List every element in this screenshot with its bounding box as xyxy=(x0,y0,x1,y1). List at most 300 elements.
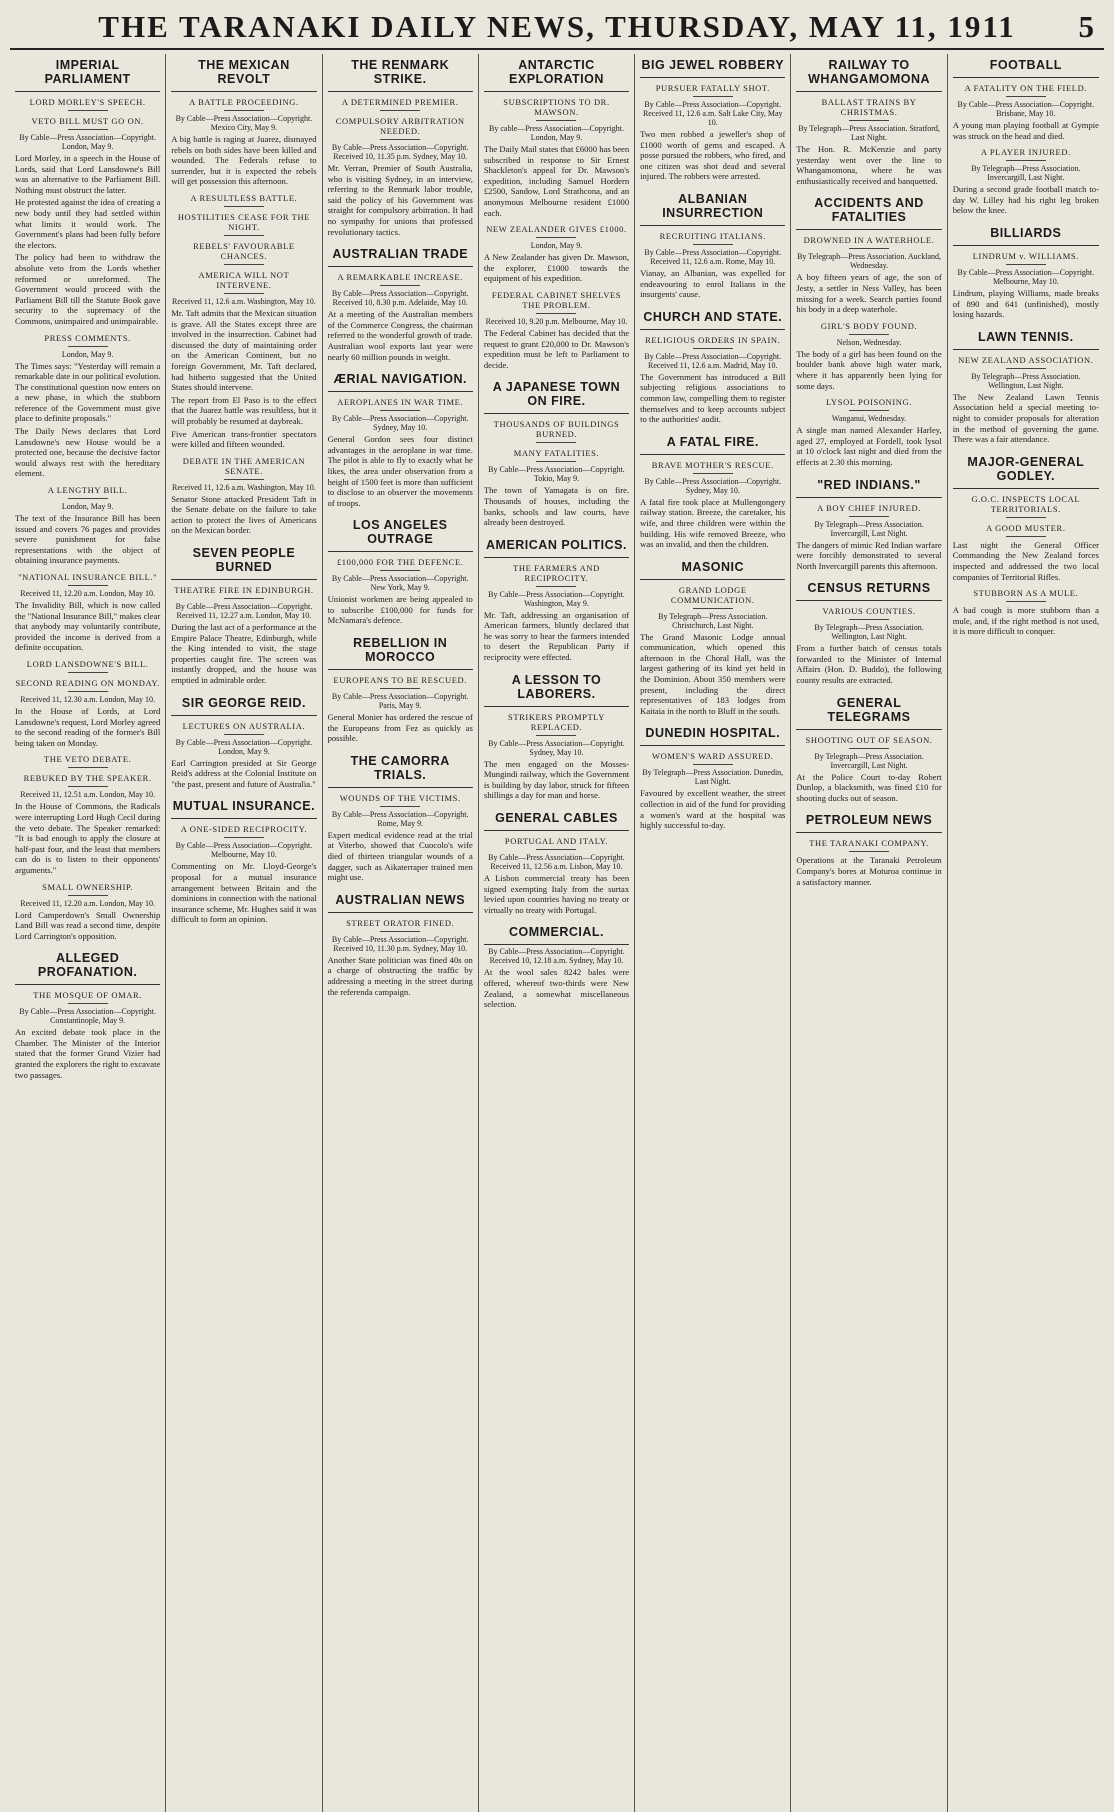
divider xyxy=(536,442,576,443)
article-subhead: PURSUER FATALLY SHOT. xyxy=(655,83,770,93)
article xyxy=(15,947,160,1080)
article-dateline: By Cable—Press Association—Copyright. Received 10, 11.30 p.m. Sydney, May 10. xyxy=(331,934,469,953)
article-dateline: By Telegraph—Press Association. Wellington, Last Night. xyxy=(814,623,924,642)
article-dateline: By Cable—Press Association—Copyright. Brisbane, May 10. xyxy=(957,100,1095,118)
divider xyxy=(849,248,889,249)
article xyxy=(15,754,160,875)
article-subhead: GIRL'S BODY FOUND. xyxy=(820,320,918,331)
article xyxy=(796,809,941,887)
article-subhead: GRAND LODGE COMMUNICATION. xyxy=(670,584,755,605)
page-number: 5 xyxy=(1078,9,1096,44)
divider xyxy=(68,346,108,347)
article xyxy=(171,795,316,925)
article xyxy=(328,514,473,626)
article-paragraph: The men engaged on the Mosses-Mungindi railway, which the Government is building by day labor, struck for fifteen shillings a day for man and horse. xyxy=(483,758,630,801)
article-subhead: DEBATE IN THE AMERICAN SENATE. xyxy=(182,455,306,476)
article-headline: REBELLION IN MOROCCO xyxy=(328,632,473,670)
article-headline: CHURCH AND STATE. xyxy=(640,306,785,330)
divider xyxy=(68,498,108,499)
article-dateline: By Cable—Press Association—Copyright. Washington, May 9. xyxy=(488,589,625,608)
article-subhead: COMPULSORY ARBITRATION NEEDED. xyxy=(335,116,465,136)
article-headline: ANTARCTIC EXPLORATION xyxy=(484,54,629,92)
article xyxy=(796,397,941,467)
article xyxy=(328,54,473,237)
article xyxy=(484,807,629,915)
masthead xyxy=(10,8,1104,50)
article-subhead: REBELS' FAVOURABLE CHANCES. xyxy=(193,240,295,261)
article xyxy=(328,632,473,744)
article-subhead: A FATALITY ON THE FIELD. xyxy=(964,83,1088,93)
article-subhead: DROWNED IN A WATERHOLE. xyxy=(803,235,935,246)
article-paragraph: Mr. Taft admits that the Mexican situation is grave. All the States except three are involved in the insurrection. Cabinet had discussed the duty of maintaining order on the American Continent, but no foreign Government, Mr. Taft declared, had hitherto suggested that the United States should intervene. xyxy=(171,307,317,393)
article xyxy=(171,456,316,536)
article-subhead: VARIOUS COUNTIES. xyxy=(822,606,916,617)
article-subhead: THEATRE FIRE IN EDINBURGH. xyxy=(174,585,314,596)
article-paragraph: The report from El Paso is to the effect that the Juarez battle was resultless, but it will probably be resumed at daybreak. xyxy=(171,394,317,426)
article-paragraph: Mr. Verran, Premier of South Australia, who is visiting Sydney, in an interview, referring to the Renmark labor trouble, said the policy of his Government was straight for compulsory arbitration. It had no sympathy for unions that professed revolutionary tactics. xyxy=(327,163,473,237)
article-subhead: SUBSCRIPTIONS TO DR. MAWSON. xyxy=(503,97,610,117)
article-dateline: By Cable—Press Association—Copyright. Tokio, May 9. xyxy=(488,465,625,484)
divider xyxy=(224,598,264,599)
article-subhead: A LENGTHY BILL. xyxy=(47,485,128,496)
divider xyxy=(693,764,733,765)
article-paragraph: A young man playing football at Gympie was struck on the head and died. xyxy=(952,120,1099,141)
divider xyxy=(849,334,889,335)
article xyxy=(640,431,785,550)
article-headline: "RED INDIANS." xyxy=(796,474,941,498)
article-headline: LOS ANGELES OUTRAGE xyxy=(328,514,473,552)
article xyxy=(953,326,1099,445)
article-headline: FOOTBALL xyxy=(953,54,1099,78)
article xyxy=(796,192,941,314)
article-dateline: London, May 9. xyxy=(61,502,114,512)
article-paragraph: Senator Stone attacked President Taft in the Senate debate on the failure to take action to protect the lives of Americans on the Mexican border. xyxy=(171,493,317,536)
article-paragraph: At the wool sales 8242 bales were offered, whereof two-thirds were New Zealand, a somewhat miscellaneous selection. xyxy=(483,967,630,1010)
divider xyxy=(1006,368,1046,369)
column-2 xyxy=(166,54,322,1812)
article-dateline: By Cable—Press Association—Copyright. Sydney, May 10. xyxy=(488,738,625,757)
divider xyxy=(536,237,576,238)
divider xyxy=(224,293,264,294)
article xyxy=(15,659,160,748)
article-headline: THE CAMORRA TRIALS. xyxy=(328,750,473,788)
columns-container xyxy=(10,54,1104,1812)
article-subhead: SECOND READING ON MONDAY. xyxy=(15,677,160,688)
article-subhead: THOUSANDS OF BUILDINGS BURNED. xyxy=(493,419,620,440)
divider xyxy=(1006,536,1046,537)
article-subhead: A BOY CHIEF INJURED. xyxy=(817,502,921,513)
article-paragraph: Operations at the Taranaki Petroleum Company's bores at Moturoa continue in a satisfactory manner. xyxy=(796,855,942,887)
article xyxy=(484,669,629,801)
divider xyxy=(224,837,264,838)
article-subhead: REBUKED BY THE SPEAKER. xyxy=(23,773,152,784)
article-subhead: VETO BILL MUST GO ON. xyxy=(31,116,144,126)
article-dateline: By Telegraph—Press Association. Invercargill, Last Night. xyxy=(814,751,924,770)
article-dateline: By Cable—Press Association—Copyright. Mexico City, May 9. xyxy=(175,114,313,132)
article-headline: CENSUS RETURNS xyxy=(796,577,941,601)
article-subhead: A RESULTLESS BATTLE. xyxy=(190,192,298,203)
article-dateline: By cable—Press Association—Copyright. London, May 9. xyxy=(489,124,624,142)
divider xyxy=(693,244,733,245)
article xyxy=(640,722,785,830)
article-subhead: STUBBORN AS A MULE. xyxy=(973,588,1079,599)
article-subhead: A BATTLE PROCEEDING. xyxy=(189,97,299,107)
article-headline: COMMERCIAL. xyxy=(484,921,629,945)
article-paragraph: In the House of Commons, the Radicals were interrupting Lord Hugh Cecil during the veto debate. The Speaker remarked: "It is bad enough to apply the closure at half-past four, and the least that members can do is to listen to their opponents' arguments." xyxy=(15,801,161,875)
divider xyxy=(68,895,108,896)
divider xyxy=(380,410,420,411)
article-subhead: BRAVE MOTHER'S RESCUE. xyxy=(651,459,774,470)
article-paragraph: Earl Carrington presided at Sir George Reid's address at the Colonial Institute on "the past, present and future of Australia." xyxy=(171,757,317,789)
article xyxy=(15,882,160,942)
article-paragraph: Lord Morley, in a speech in the House of Lords, said that Lord Lansdowne's Bill was an alternative to the Parliament Bill. Nothing must obstruct the latter. xyxy=(15,153,161,195)
article-subhead: AMERICA WILL NOT INTERVENE. xyxy=(198,269,290,290)
divider xyxy=(380,931,420,932)
article-paragraph: The body of a girl has been found on the boulder bank above high water mark, where it has apparently been lying for some days. xyxy=(796,348,942,391)
article-subhead: HOSTILITIES CEASE FOR THE NIGHT. xyxy=(177,211,311,232)
article xyxy=(953,588,1099,637)
article xyxy=(328,368,473,508)
article-paragraph: A bad cough is more stubborn than a mule, and, if the right method is not used, it is more difficult to conquer. xyxy=(952,605,1099,637)
article xyxy=(484,54,629,218)
column-3 xyxy=(323,54,479,1812)
divider xyxy=(536,461,576,462)
article-headline: GENERAL TELEGRAMS xyxy=(796,692,941,730)
article-paragraph: The Hon. R. McKenzie and party yesterday went over the line to Whangamomona, where he was enthusiastically received and banquetted. xyxy=(796,144,942,186)
article-dateline: By Cable—Press Association—Copyright. Melbourne, May 10. xyxy=(957,267,1095,286)
article-subhead: £100,000 FOR THE DEFENCE. xyxy=(336,557,464,568)
divider xyxy=(849,516,889,517)
article-paragraph: Vianay, an Albanian, was expelled for endeavouring to enrol Italians in the insurgents' cause. xyxy=(640,267,786,300)
article-headline: THE RENMARK STRIKE. xyxy=(328,54,473,92)
article-paragraph: Unionist workmen are being appealed to to subscribe £100,000 for funds for McNamara's defence. xyxy=(327,594,473,626)
article-subhead: THE TARANAKI COMPANY. xyxy=(809,838,929,849)
divider xyxy=(68,1003,108,1004)
article-dateline: By Cable—Press Association—Copyright. Melbourne, May 10. xyxy=(175,841,313,860)
article-subhead: WOUNDS OF THE VICTIMS. xyxy=(339,792,461,803)
article-dateline: London, May 9. xyxy=(61,349,114,359)
divider xyxy=(693,608,733,609)
article-paragraph: A single man named Alexander Harley, aged 27, employed at Fordell, took lysol at 10 o'clock last night and died from the effects at 2.30 this morning. xyxy=(796,425,942,467)
divider xyxy=(536,849,576,850)
article-dateline: By Cable—Press Association—Copyright. Sydney, May 10. xyxy=(331,414,469,433)
column-5 xyxy=(635,54,791,1812)
article-paragraph: At the Police Court to-day Robert Dunlop, a blacksmith, was fined £10 for shooting ducks out of season. xyxy=(796,771,942,803)
column-1 xyxy=(10,54,166,1812)
divider xyxy=(380,806,420,807)
article-subhead: MANY FATALITIES. xyxy=(513,448,600,459)
divider xyxy=(849,120,889,121)
article-headline: AUSTRALIAN NEWS xyxy=(328,889,473,913)
article-headline: RAILWAY TO WHANGAMOMONA xyxy=(796,54,941,92)
article-headline: DUNEDIN HOSPITAL. xyxy=(640,722,785,746)
article-headline: MUTUAL INSURANCE. xyxy=(171,795,316,819)
article-paragraph: General Monier has ordered the rescue of the Europeans from Fez as quickly as possible. xyxy=(327,712,473,744)
article xyxy=(796,577,941,685)
article-headline: BIG JEWEL ROBBERY xyxy=(640,54,785,78)
divider xyxy=(1006,160,1046,161)
divider xyxy=(536,313,576,314)
article-dateline: By Cable—Press Association—Copyright. Received 11, 12.6 a.m. Salt Lake City, May 10. xyxy=(642,100,783,127)
article-paragraph: Expert medical evidence read at the trial at Viterbo, showed that Cuocolo's wife died of thirteen triangular wounds of a dagger, such as Aikaterraper trained men might use. xyxy=(327,829,473,883)
article-subhead: NEW ZEALAND ASSOCIATION. xyxy=(958,354,1094,365)
article-dateline: By Telegraph—Press Association. Invercargill, Last Night. xyxy=(814,519,924,538)
divider xyxy=(68,672,108,673)
article-paragraph: Five American trans-frontier spectators were killed and fifteen wounded. xyxy=(171,428,317,450)
article xyxy=(484,224,629,284)
article-dateline: By Cable—Press Association—Copyright. Received 10, 12.18 a.m. Sydney, May 10. xyxy=(488,947,625,966)
article-dateline: By Cable—Press Association—Copyright. London, May 9. xyxy=(19,133,156,151)
article-dateline: By Cable—Press Association—Copyright. Received 11, 12.27 a.m. London, May 10. xyxy=(175,602,313,621)
article-subhead: PORTUGAL AND ITALY. xyxy=(504,836,609,847)
article-paragraph: During a second grade football match to-day W. Lilley had his right leg broken below the knee. xyxy=(952,184,1099,216)
article-subhead: WOMEN'S WARD ASSURED. xyxy=(652,751,774,762)
article-paragraph: The Daily News declares that Lord Lansdowne's new House would be a protected one, because the decisive factor would always rest with the hereditary element. xyxy=(15,426,161,479)
article-paragraph: The Invalidity Bill, which is now called the "National Insurance Bill," makes clear that anybody may voluntarily contribute, provided the income is derived from a definite occupation. xyxy=(15,600,161,653)
article-dateline: By Telegraph—Press Association. Dunedin, Last Night. xyxy=(642,768,784,787)
divider xyxy=(380,110,420,111)
article xyxy=(484,290,629,370)
article-subhead: NEW ZEALANDER GIVES £1000. xyxy=(486,224,627,235)
article-paragraph: In the House of Lords, at Lord Lansdowne's request, Lord Morley agreed to the second reading of the former's Bill being taken on Monday. xyxy=(15,705,161,748)
article-paragraph: The Government has introduced a Bill subjecting religious associations to common law, compelling them to register themselves and to keep accounts subject to the authorities' audit. xyxy=(640,371,786,425)
divider xyxy=(224,479,264,480)
divider xyxy=(536,735,576,736)
article xyxy=(953,147,1099,216)
article-dateline: By Cable—Press Association—Copyright. Received 11, 12.6 a.m. Madrid, May 10. xyxy=(644,351,782,370)
article-paragraph: The town of Yamagata is on fire. Thousands of houses, including the banks, schools and law courts, have already been destroyed. xyxy=(483,485,630,528)
divider xyxy=(68,691,108,692)
article-dateline: By Telegraph—Press Association. Auckland, Wednesday. xyxy=(797,252,942,271)
column-4 xyxy=(479,54,635,1812)
divider xyxy=(536,586,576,587)
article-subhead: A PLAYER INJURED. xyxy=(980,147,1071,158)
article-subhead: LORD LANSDOWNE'S BILL. xyxy=(26,658,149,669)
article-paragraph: Lord Camperdown's Small Ownership Land Bill was read a second time, despite Lord Carrington's opposition. xyxy=(15,909,161,941)
article-subhead: A GOOD MUSTER. xyxy=(986,522,1066,533)
article-dateline: By Cable—Press Association—Copyright. Constantinople, May 9. xyxy=(19,1007,156,1026)
article-paragraph: A boy fifteen years of age, the son of Jesty, a settler in Ness Valley, has been missing for a week. Search parties found his body in a deep waterhole. xyxy=(796,272,942,315)
article xyxy=(15,54,160,327)
article-headline: ÆRIAL NAVIGATION. xyxy=(328,368,473,392)
article-dateline: By Cable—Press Association—Copyright. Received 11, 12.56 a.m. Lisbon, May 10. xyxy=(488,853,625,872)
article-paragraph: The Times says: "Yesterday will remain a remarkable date in our political evolution. The constitutional question now enters on a new phase, in which the stubborn reference of the Government must give place to definite proposals." xyxy=(15,360,161,424)
article-paragraph: The Daily Mail states that £6000 has been subscribed in response to Sir Ernest Shackleton's appeal for Dr. Mawson's expedition, including Samuel Hordern £2500, Sandow, Lord Strathcona, and an anonymous Melbourne resident £1000 each. xyxy=(483,144,630,218)
article-subhead: "NATIONAL INSURANCE BILL." xyxy=(18,572,158,582)
divider xyxy=(1006,601,1046,602)
article-headline: A LESSON TO LABORERS. xyxy=(484,669,629,707)
divider xyxy=(224,110,264,111)
divider xyxy=(224,206,264,207)
article-subhead: RECRUITING ITALIANS. xyxy=(659,230,766,241)
column-7 xyxy=(948,54,1104,1812)
article xyxy=(15,333,160,480)
article-dateline: Received 11, 12.6 a.m. Washington, May 10. xyxy=(172,296,316,306)
article-subhead: AEROPLANES IN WAR TIME. xyxy=(337,397,464,408)
article-paragraph: Last night the General Officer Commanding the New Zealand forces inspected and addressed the two local companies of Territorial Rifles. xyxy=(952,539,1099,582)
divider xyxy=(536,120,576,121)
article xyxy=(15,485,160,566)
article-subhead: A ONE-SIDED RECIPROCITY. xyxy=(180,824,308,835)
article xyxy=(640,306,785,425)
article xyxy=(640,188,785,300)
article-paragraph: The Grand Masonic Lodge annual communication, which opened this afternoon in the Choral Hall, was the largest gathering of its kind yet held in the Dominion. About 350 members were present, including the direct representatives of 183 lodges from Kaitaia in the north to Bluff in the south. xyxy=(640,631,786,716)
masthead-title: THE TARANAKI DAILY NEWS, THURSDAY, MAY 11, 1911 xyxy=(98,9,1016,44)
article-headline: PETROLEUM NEWS xyxy=(796,809,941,833)
article-dateline: Wanganui, Wednesday. xyxy=(831,414,907,424)
article-dateline: By Cable—Press Association—Copyright. Received 11, 12.6 a.m. Rome, May 10. xyxy=(644,247,782,266)
article-paragraph: An excited debate took place in the Chamber. The Minister of the Interior stated that the former Grand Vizier had granted the explorers the right to excavate two passages. xyxy=(15,1027,161,1080)
article-headline: IMPERIAL PARLIAMENT xyxy=(15,54,160,92)
article-headline: AMERICAN POLITICS. xyxy=(484,534,629,558)
divider xyxy=(693,96,733,97)
article-headline: ALLEGED PROFANATION. xyxy=(15,947,160,985)
article-dateline: By Cable—Press Association—Copyright. Rome, May 9. xyxy=(331,809,469,828)
article-dateline: By Cable—Press Association—Copyright. Received 10, 11.35 p.m. Sydney, May 10. xyxy=(331,143,469,161)
divider xyxy=(224,734,264,735)
article-paragraph: The New Zealand Lawn Tennis Association held a special meeting to-night to consider proposals for alteration in the method of governing the game. There was a fair attendance. xyxy=(952,391,1099,445)
article-dateline: Received 11, 12.6 a.m. Washington, May 10. xyxy=(172,482,316,492)
article-subhead: STRIKERS PROMPTLY REPLACED. xyxy=(508,711,605,732)
article xyxy=(796,474,941,572)
article-subhead: RELIGIOUS ORDERS IN SPAIN. xyxy=(645,334,781,345)
divider xyxy=(68,786,108,787)
article-headline: BILLIARDS xyxy=(953,222,1099,246)
article xyxy=(171,692,316,790)
article-paragraph: Two men robbed a jeweller's shop of £1000 worth of gems and escaped. A posse pursued the robbers, who fired, and one citizen was shot dead and several injured. The robbers were arrested. xyxy=(640,129,786,182)
article-subhead: G.O.C. INSPECTS LOCAL TERRITORIALS. xyxy=(971,493,1081,514)
article-paragraph: At a meeting of the Australian members of the Commerce Congress, the chairman referred to the wonderful growth of trade. Australian wool exports last year were nearly 60 million pounds in weight. xyxy=(327,309,473,362)
article-subhead: THE MOSQUE OF OMAR. xyxy=(33,990,142,1001)
article xyxy=(796,54,941,186)
article-paragraph: A Lisbon commercial treaty has been signed exempting Italy from the surtax levied upon countries having no treaty or virtually no treaty with Portugal. xyxy=(483,873,630,915)
article-dateline: Received 11, 12.20 a.m. London, May 10. xyxy=(20,898,156,908)
article-dateline: By Cable—Press Association—Copyright. London, May 9. xyxy=(175,737,313,756)
article xyxy=(171,54,316,187)
article-dateline: Received 11, 12.51 a.m. London, May 10. xyxy=(20,790,156,800)
article xyxy=(171,193,316,450)
article xyxy=(953,451,1099,582)
article-subhead: LECTURES ON AUSTRALIA. xyxy=(182,720,306,731)
article xyxy=(15,572,160,653)
divider xyxy=(693,473,733,474)
divider xyxy=(380,285,420,286)
divider xyxy=(224,264,264,265)
divider xyxy=(380,139,420,140)
article-subhead: FEDERAL CABINET SHELVES THE PROBLEM. xyxy=(491,289,622,310)
article xyxy=(796,692,941,804)
article xyxy=(484,921,629,1009)
article-subhead: SMALL OWNERSHIP. xyxy=(42,881,134,892)
article-dateline: By Cable—Press Association—Copyright. Received 10, 8.30 p.m. Adelaide, May 10. xyxy=(331,289,469,308)
article-headline: THE MEXICAN REVOLT xyxy=(171,54,316,92)
divider xyxy=(849,851,889,852)
article-paragraph: Mr. Taft, addressing an organisation of American farmers, bluntly declared that he was sorry to hear the farmers intended to desert the Republican Party if reciprocity were effected. xyxy=(483,609,630,663)
article-headline: MASONIC xyxy=(640,556,785,580)
article xyxy=(796,321,941,391)
article-paragraph: The dangers of mimic Red Indian warfare were forcibly demonstrated to several North Invercargill parents this afternoon. xyxy=(796,539,942,571)
article-paragraph: During the last act of a performance at the Empire Palace Theatre, Edinburgh, while the King intended to visit, the stage properties caught fire. The screen was instantly dropped, and the house was emptied in admirable order. xyxy=(171,622,317,686)
divider xyxy=(1006,96,1046,97)
article-paragraph: The text of the Insurance Bill has been issued and covers 76 pages and provides severe punishment for false representations with the object of obtaining insurance payments. xyxy=(15,513,161,566)
article-subhead: LORD MORLEY'S SPEECH. xyxy=(29,97,146,107)
article-paragraph: A fatal fire took place at Mullengongery railway station. Breeze, the caretaker, his wife, and three children were within the building. His wife removed Breeze, who was an invalid, and then the children. xyxy=(640,496,786,550)
column-6 xyxy=(791,54,947,1812)
divider xyxy=(849,410,889,411)
article xyxy=(171,542,316,686)
divider xyxy=(693,348,733,349)
article-subhead: EUROPEANS TO BE RESCUED. xyxy=(333,675,467,686)
article-headline: LAWN TENNIS. xyxy=(953,326,1099,350)
article xyxy=(953,54,1099,141)
article-dateline: Received 11, 12.30 a.m. London, May 10. xyxy=(20,694,156,704)
article-headline: SIR GEORGE REID. xyxy=(171,692,316,716)
article-subhead: PRESS COMMENTS. xyxy=(44,332,131,343)
article-dateline: London, May 9. xyxy=(530,241,583,251)
article-dateline: Received 11, 12.20 a.m. London, May 10. xyxy=(20,589,156,598)
article-headline: ACCIDENTS AND FATALITIES xyxy=(796,192,941,230)
article-paragraph: The policy had been to withdraw the absolute veto from the Lords whether reformed or unreformed. The Government would proceed with the Parliament Bill till the Statute Book gave security to the supremacy of the Commons, unimpaired and unimpairable. xyxy=(15,252,161,326)
article-paragraph: Favoured by excellent weather, the street collection in aid of the fund for providing a women's ward at the hospital was highly successful to-day. xyxy=(640,788,786,831)
divider xyxy=(1006,517,1046,518)
article-subhead: SHOOTING OUT OF SEASON. xyxy=(805,734,933,745)
article-paragraph: He protested against the idea of creating a new body until they had settled within what limits it would work. The Government's plans had been fully before the electors. xyxy=(15,197,161,250)
article-paragraph: From a further batch of census totals forwarded to the Minister of Internal Affairs (Hon. D. Buddo), the following county results are extracted. xyxy=(796,643,942,686)
article xyxy=(328,750,473,883)
article-subhead: BALLAST TRAINS BY CHRISTMAS. xyxy=(821,97,917,117)
article-subhead: THE FARMERS AND RECIPROCITY. xyxy=(513,562,600,583)
divider xyxy=(224,235,264,236)
article xyxy=(328,243,473,362)
article-headline: A FATAL FIRE. xyxy=(640,431,785,455)
article-paragraph: Lindrum, playing Williams, made breaks of 890 and 641 (unfinished), mostly losing hazards. xyxy=(952,287,1099,320)
article-headline: MAJOR-GENERAL GODLEY. xyxy=(953,451,1099,489)
article-paragraph: A New Zealander has given Dr. Mawson, the explorer, £1000 towards the equipment of his expedition. xyxy=(483,252,630,284)
article-dateline: By Telegraph—Press Association. Invercargill, Last Night. xyxy=(971,164,1081,183)
divider xyxy=(68,767,108,768)
article-subhead: LINDRUM v. WILLIAMS. xyxy=(972,250,1079,261)
article-subhead: LYSOL POISONING. xyxy=(826,397,912,408)
article-subhead: THE VETO DEBATE. xyxy=(43,754,132,765)
article-dateline: By Cable—Press Association—Copyright. Paris, May 9. xyxy=(331,692,469,711)
article xyxy=(484,534,629,663)
article-subhead: A REMARKABLE INCREASE. xyxy=(337,272,463,283)
article-dateline: By Telegraph—Press Association. Christchurch, Last Night. xyxy=(658,611,768,630)
divider xyxy=(849,619,889,620)
article-dateline: By Telegraph—Press Association. Stratford, Last Night. xyxy=(798,124,940,142)
article-headline: SEVEN PEOPLE BURNED xyxy=(171,542,316,580)
article xyxy=(640,556,785,717)
article-subhead: A DETERMINED PREMIER. xyxy=(341,97,459,107)
article-dateline: Nelson, Wednesday. xyxy=(836,337,902,347)
divider xyxy=(849,748,889,749)
article xyxy=(953,222,1099,320)
divider xyxy=(380,570,420,571)
article-paragraph: General Gordon sees four distinct advantages in the aeroplane in war time. The pilot is able to fly to exactly what he likes, the area under observation from a height of 1500 feet is more than sufficient to disclose to an observer the movements of troops. xyxy=(327,434,473,508)
divider xyxy=(68,129,108,130)
article-headline: AUSTRALIAN TRADE xyxy=(328,243,473,267)
article-paragraph: Commenting on Mr. Lloyd-George's proposal for a mutual insurance arrangement between Britain and the dominions in connection with the national insurance scheme, Mr. Hughes said it was difficult to form an opinion. xyxy=(171,861,317,925)
article-headline: GENERAL CABLES xyxy=(484,807,629,831)
article-dateline: By Cable—Press Association—Copyright. New York, May 9. xyxy=(331,574,469,593)
article-dateline: By Cable—Press Association—Copyright. Sydney, May 10. xyxy=(644,476,782,495)
article-dateline: By Telegraph—Press Association. Wellington, Last Night. xyxy=(971,371,1081,390)
article-paragraph: Another State politician was fined 40s on a charge of obstructing the traffic by addressing a meeting in the street during the referenda campaign. xyxy=(327,954,473,997)
article-paragraph: The Federal Cabinet has decided that the request to grant £20,000 to Dr. Mawson's expedition must be left to Parliament to decide. xyxy=(483,327,630,370)
divider xyxy=(68,110,108,111)
divider xyxy=(68,585,108,586)
article-paragraph: A big battle is raging at Juarez, dismayed rebels on both sides have been killed and wounded. The Federals refuse to surrender, but it is expected the rebels will get possession this afternoon. xyxy=(171,134,317,187)
